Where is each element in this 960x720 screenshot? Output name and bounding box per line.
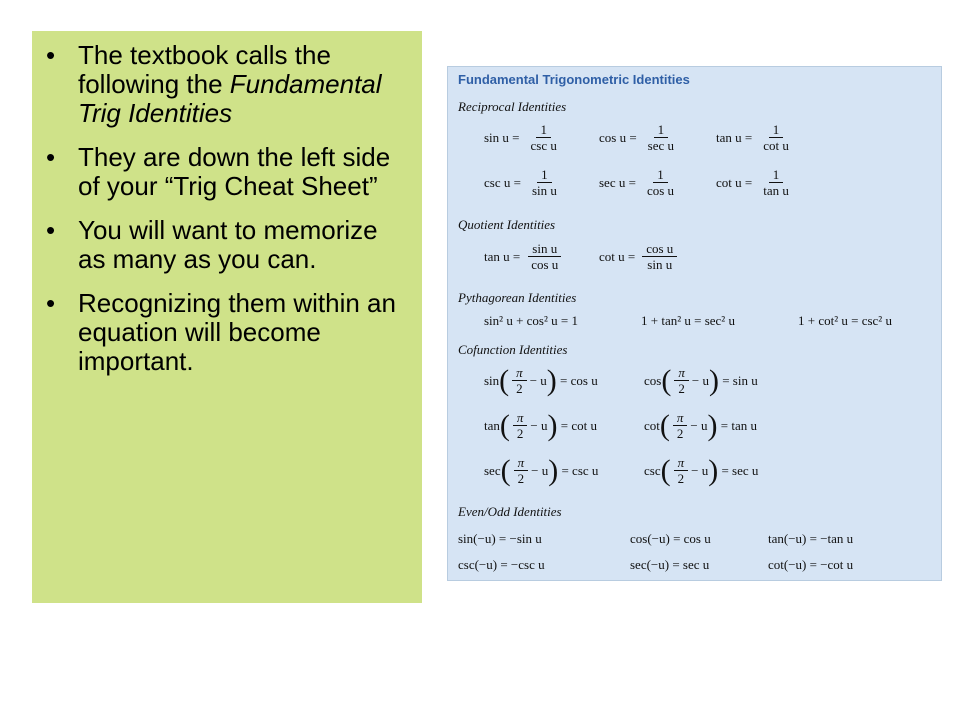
bullet-dot: • bbox=[46, 288, 56, 318]
equation-lhs: csc u = bbox=[484, 174, 521, 190]
bullet-dot: • bbox=[46, 142, 56, 172]
numerator: 1 bbox=[537, 167, 552, 183]
denominator: tan u bbox=[763, 183, 789, 198]
left-paren: ( bbox=[500, 453, 511, 487]
numerator: π bbox=[514, 455, 529, 471]
numerator: 1 bbox=[654, 122, 669, 138]
right-paren: ) bbox=[708, 453, 719, 487]
function-name: sin bbox=[484, 372, 500, 388]
bullet-item bbox=[32, 41, 408, 128]
equation-rhs: = cos u bbox=[560, 372, 598, 388]
right-paren: ) bbox=[548, 453, 559, 487]
identity-equation: 1 + cot² u = csc² u bbox=[798, 313, 892, 328]
left-paren: ( bbox=[660, 453, 671, 487]
identity-equation bbox=[599, 122, 681, 153]
identity-equation bbox=[484, 241, 565, 272]
numerator: π bbox=[674, 455, 689, 471]
section-evenodd: Even/Odd Identities bbox=[458, 504, 562, 519]
function-name: cot bbox=[644, 417, 660, 433]
fraction bbox=[642, 241, 677, 272]
fraction bbox=[513, 410, 528, 441]
denominator: 2 bbox=[517, 471, 525, 486]
equation-rhs: = csc u bbox=[561, 462, 599, 478]
identity-equation: tan(−u) = −tan u bbox=[768, 531, 854, 546]
bullet-list bbox=[32, 31, 422, 376]
left-paren: ( bbox=[661, 363, 672, 397]
minus-u: − u bbox=[691, 462, 709, 478]
bullet-item bbox=[32, 143, 408, 201]
fraction bbox=[514, 455, 529, 486]
minus-u: − u bbox=[529, 372, 547, 388]
section-cofunction: Cofunction Identities bbox=[458, 342, 568, 357]
equation-lhs: cot u = bbox=[716, 174, 753, 190]
denominator: cos u bbox=[646, 183, 675, 198]
bullet-box bbox=[32, 31, 422, 603]
bullet-text: Recognizing them within an equation will become important. bbox=[78, 288, 396, 376]
left-paren: ( bbox=[659, 408, 670, 442]
numerator: π bbox=[512, 365, 527, 381]
equation-lhs: sin u = bbox=[484, 129, 520, 145]
function-name: cos bbox=[644, 372, 662, 388]
minus-u: − u bbox=[690, 417, 708, 433]
identity-equation: cot(−u) = −cot u bbox=[768, 557, 854, 572]
denominator: cot u bbox=[763, 138, 789, 153]
section-quotient: Quotient Identities bbox=[458, 217, 556, 232]
identity-equation bbox=[484, 122, 564, 153]
minus-u: − u bbox=[531, 462, 549, 478]
denominator: 2 bbox=[516, 381, 523, 396]
equation-rhs: = sin u bbox=[722, 372, 758, 388]
equation-rhs: = tan u bbox=[720, 417, 757, 433]
identities-panel bbox=[447, 66, 942, 581]
identity-equation bbox=[599, 167, 681, 198]
equation-lhs: cot u = bbox=[599, 248, 636, 264]
identity-equation: 1 + tan² u = sec² u bbox=[641, 313, 735, 328]
denominator: 2 bbox=[676, 426, 684, 441]
fraction bbox=[643, 167, 678, 198]
identity-equation bbox=[484, 410, 597, 441]
denominator: 2 bbox=[516, 426, 524, 441]
bullet-dot: • bbox=[46, 215, 56, 245]
equation-lhs: tan u = bbox=[716, 129, 753, 145]
bullet-emphasis: Fundamental Trig Identities bbox=[78, 69, 382, 128]
numerator: cos u bbox=[642, 241, 677, 257]
function-name: csc bbox=[644, 462, 661, 478]
identity-equation bbox=[644, 410, 757, 441]
left-paren: ( bbox=[499, 363, 510, 397]
fraction bbox=[759, 167, 793, 198]
bullet-text: The textbook calls the following the bbox=[78, 40, 331, 99]
function-name: tan bbox=[484, 417, 500, 433]
equation-lhs: cos u = bbox=[599, 129, 637, 145]
denominator: 2 bbox=[677, 471, 685, 486]
fraction bbox=[674, 365, 689, 396]
identity-equation bbox=[484, 365, 598, 396]
right-paren: ) bbox=[546, 363, 557, 397]
identity-equation bbox=[484, 167, 564, 198]
numerator: 1 bbox=[536, 122, 551, 138]
equation-rhs: = cot u bbox=[560, 417, 597, 433]
numerator: 1 bbox=[769, 167, 784, 183]
numerator: 1 bbox=[653, 167, 668, 183]
section-reciprocal: Reciprocal Identities bbox=[458, 99, 567, 114]
right-paren: ) bbox=[547, 408, 558, 442]
numerator: π bbox=[674, 365, 689, 381]
section-pythagorean: Pythagorean Identities bbox=[458, 290, 577, 305]
minus-u: − u bbox=[530, 417, 548, 433]
fraction bbox=[759, 122, 793, 153]
identity-equation: sin² u + cos² u = 1 bbox=[484, 313, 578, 328]
identity-equation: sec(−u) = sec u bbox=[630, 557, 710, 572]
bullet-dot: • bbox=[46, 40, 56, 70]
identity-equation bbox=[644, 455, 758, 486]
identity-equation: cos(−u) = cos u bbox=[630, 531, 711, 546]
denominator: csc u bbox=[530, 138, 557, 153]
denominator: sec u bbox=[647, 138, 675, 153]
identity-equation bbox=[484, 455, 598, 486]
fraction bbox=[674, 455, 689, 486]
denominator: 2 bbox=[678, 381, 685, 396]
identity-equation: csc(−u) = −csc u bbox=[458, 557, 545, 572]
fraction bbox=[673, 410, 688, 441]
equation-lhs: sec u = bbox=[599, 174, 636, 190]
fraction bbox=[644, 122, 678, 153]
denominator: sin u bbox=[531, 183, 557, 198]
denominator: sin u bbox=[647, 257, 673, 272]
bullet-item bbox=[32, 216, 408, 274]
right-paren: ) bbox=[708, 363, 719, 397]
minus-u: − u bbox=[691, 372, 709, 388]
function-name: sec bbox=[484, 462, 501, 478]
bullet-text: You will want to memorize as many as you can. bbox=[78, 215, 378, 274]
panel-title: Fundamental Trigonometric Identities bbox=[458, 72, 690, 87]
identity-equation bbox=[599, 241, 680, 272]
equation-rhs: = sec u bbox=[721, 462, 759, 478]
identity-equation bbox=[716, 122, 796, 153]
identity-equation: sin(−u) = −sin u bbox=[458, 531, 542, 546]
fraction bbox=[527, 122, 561, 153]
left-paren: ( bbox=[499, 408, 510, 442]
right-paren: ) bbox=[707, 408, 718, 442]
numerator: π bbox=[513, 410, 528, 426]
numerator: sin u bbox=[528, 241, 561, 257]
identity-equation bbox=[716, 167, 796, 198]
fraction bbox=[512, 365, 527, 396]
numerator: π bbox=[673, 410, 688, 426]
numerator: 1 bbox=[769, 122, 784, 138]
fraction bbox=[528, 167, 561, 198]
identity-equation bbox=[644, 365, 758, 396]
denominator: cos u bbox=[531, 257, 559, 272]
bullet-item bbox=[32, 289, 408, 376]
equation-lhs: tan u = bbox=[484, 248, 521, 264]
fraction bbox=[527, 241, 562, 272]
bullet-text: They are down the left side of your “Trig Cheat Sheet” bbox=[78, 142, 391, 201]
